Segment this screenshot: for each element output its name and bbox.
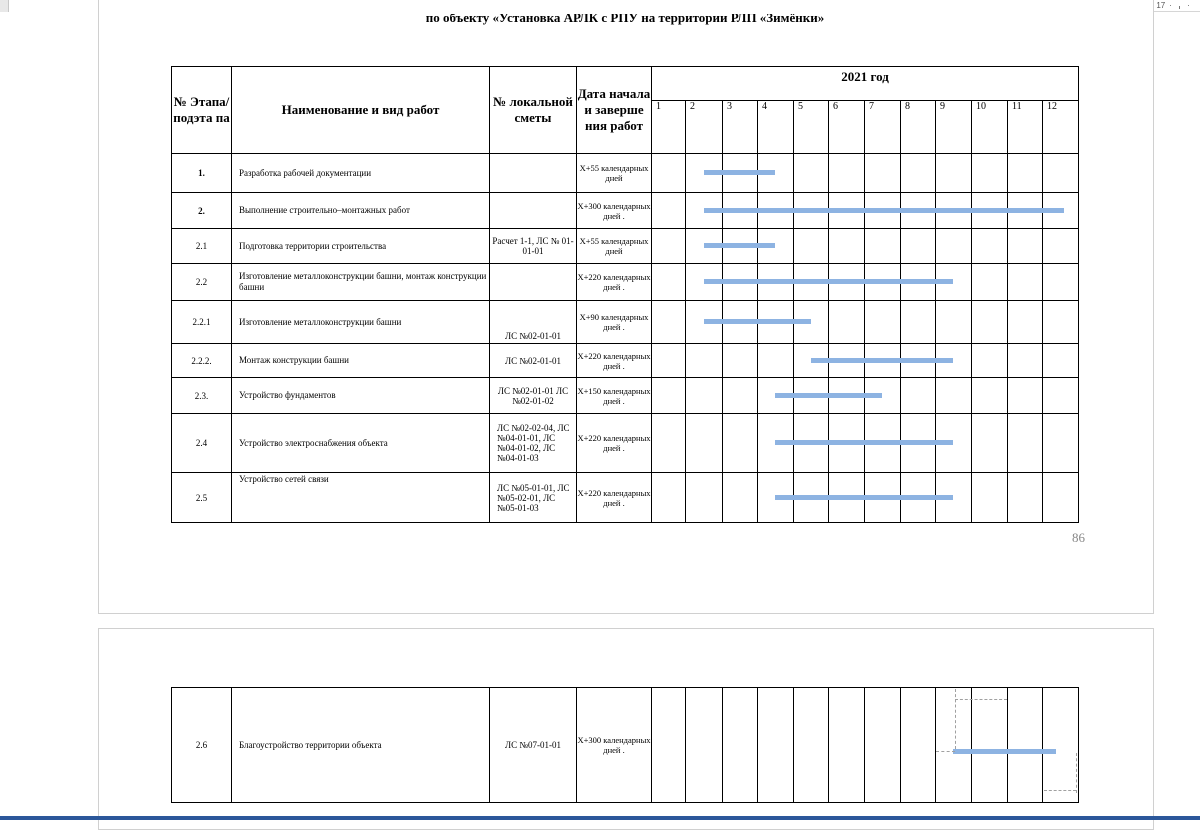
month-cell bbox=[686, 378, 723, 414]
month-cell bbox=[758, 688, 794, 803]
month-cell bbox=[972, 229, 1008, 264]
month-cell bbox=[652, 688, 686, 803]
header-month-3: 3 bbox=[723, 101, 758, 154]
header-month-6: 6 bbox=[829, 101, 865, 154]
stage-number: 2.3. bbox=[172, 378, 232, 414]
month-cell bbox=[652, 229, 686, 264]
header-month-11: 11 bbox=[1008, 101, 1043, 154]
header-month-8: 8 bbox=[901, 101, 936, 154]
gantt-bar[interactable] bbox=[704, 170, 776, 175]
month-cell bbox=[1008, 301, 1043, 344]
stage-number: 2. bbox=[172, 193, 232, 229]
month-cell bbox=[794, 154, 829, 193]
local-estimate: Расчет 1-1, ЛС № 01-01-01 bbox=[490, 229, 577, 264]
work-duration: Х+220 календарных дней . bbox=[577, 414, 652, 473]
work-duration: Х+220 календарных дней . bbox=[577, 473, 652, 523]
header-stage: № Этапа/ подэта па bbox=[172, 67, 232, 154]
stage-number: 2.2 bbox=[172, 264, 232, 301]
table-row bbox=[172, 688, 1079, 803]
local-estimate: ЛС №02-02-04, ЛС №04-01-01, ЛС №04-01-02, ЛС №04-01-03 bbox=[490, 414, 577, 473]
month-cell bbox=[723, 414, 758, 473]
month-cell bbox=[1043, 378, 1079, 414]
month-cell bbox=[829, 154, 865, 193]
gantt-bar[interactable] bbox=[775, 393, 882, 398]
month-cell bbox=[865, 688, 901, 803]
page-number: 86 bbox=[1072, 530, 1085, 545]
month-cell bbox=[972, 344, 1008, 378]
month-cell bbox=[652, 344, 686, 378]
gantt-schedule-table-continued bbox=[171, 687, 1079, 803]
month-cell bbox=[972, 154, 1008, 193]
work-name: Изготовление металлоконструкции башни, монтаж конструкции башни bbox=[232, 264, 490, 301]
local-estimate bbox=[490, 193, 577, 229]
month-cell bbox=[972, 301, 1008, 344]
gantt-bar[interactable] bbox=[775, 440, 953, 445]
work-duration: Х+220 календарных дней . bbox=[577, 344, 652, 378]
header-month-10: 10 bbox=[972, 101, 1008, 154]
work-duration: Х+150 календарных дней . bbox=[577, 378, 652, 414]
stage-number: 2.2.2. bbox=[172, 344, 232, 378]
local-estimate: ЛС №07-01-01 bbox=[490, 688, 577, 803]
month-cell bbox=[829, 301, 865, 344]
month-cell bbox=[972, 688, 1008, 803]
month-cell bbox=[936, 229, 972, 264]
month-cell bbox=[652, 378, 686, 414]
month-cell bbox=[901, 154, 936, 193]
month-cell bbox=[936, 301, 972, 344]
ruler-tick bbox=[1188, 5, 1189, 6]
month-cell bbox=[1008, 414, 1043, 473]
stage-number: 2.5 bbox=[172, 473, 232, 523]
gantt-bar[interactable] bbox=[953, 749, 1056, 754]
local-estimate: ЛС №02-01-01 ЛС №02-01-02 bbox=[490, 378, 577, 414]
month-cell bbox=[686, 688, 723, 803]
month-cell bbox=[972, 414, 1008, 473]
header-month-4: 4 bbox=[758, 101, 794, 154]
selection-guide bbox=[1044, 790, 1076, 792]
month-cell bbox=[723, 473, 758, 523]
local-estimate bbox=[490, 154, 577, 193]
ruler-corner bbox=[0, 0, 9, 12]
work-name: Монтаж конструкции башни bbox=[232, 344, 490, 378]
month-cell bbox=[1043, 414, 1079, 473]
month-cell bbox=[865, 154, 901, 193]
table-row bbox=[172, 154, 1079, 193]
ruler-tick bbox=[1179, 6, 1180, 9]
month-cell bbox=[1008, 344, 1043, 378]
month-cell bbox=[1043, 688, 1079, 803]
gantt-bar[interactable] bbox=[704, 319, 811, 324]
month-cell bbox=[901, 229, 936, 264]
document-heading: по объекту «Установка АРЛК с РПУ на территории РЛП «Зимёнки» bbox=[425, 14, 825, 25]
month-cell bbox=[1008, 264, 1043, 301]
month-cell bbox=[652, 154, 686, 193]
ruler-tick bbox=[1170, 5, 1171, 6]
work-duration: Х+55 календарных дней bbox=[577, 154, 652, 193]
month-cell bbox=[652, 301, 686, 344]
month-cell bbox=[652, 193, 686, 229]
month-cell bbox=[1008, 688, 1043, 803]
month-cell bbox=[936, 688, 972, 803]
header-month-1: 1 bbox=[652, 101, 686, 154]
month-cell bbox=[829, 229, 865, 264]
work-name: Подготовка территории строительства bbox=[232, 229, 490, 264]
month-cell bbox=[686, 414, 723, 473]
header-month-5: 5 bbox=[794, 101, 829, 154]
work-duration: Х+220 календарных дней . bbox=[577, 264, 652, 301]
stage-number: 2.4 bbox=[172, 414, 232, 473]
gantt-bar[interactable] bbox=[811, 358, 954, 363]
work-name: Выполнение строительно–монтажных работ bbox=[232, 193, 490, 229]
header-year: 2021 год bbox=[652, 67, 1079, 101]
stage-number: 1. bbox=[172, 154, 232, 193]
local-estimate bbox=[490, 264, 577, 301]
month-cell bbox=[1008, 154, 1043, 193]
month-cell bbox=[652, 264, 686, 301]
month-cell bbox=[723, 344, 758, 378]
table-row bbox=[172, 378, 1079, 414]
work-name: Разработка рабочей документации bbox=[232, 154, 490, 193]
month-cell bbox=[794, 688, 829, 803]
month-cell bbox=[936, 378, 972, 414]
local-estimate: ЛС №02-01-01 bbox=[490, 344, 577, 378]
work-duration: Х+55 календарных дней bbox=[577, 229, 652, 264]
selection-guide bbox=[1076, 753, 1078, 793]
status-bar-edge bbox=[0, 816, 1200, 820]
work-duration: Х+90 календарных дней . bbox=[577, 301, 652, 344]
month-cell bbox=[901, 688, 936, 803]
selection-guide bbox=[955, 689, 957, 749]
month-cell bbox=[1043, 473, 1079, 523]
month-cell bbox=[794, 229, 829, 264]
month-cell bbox=[972, 264, 1008, 301]
month-cell bbox=[901, 301, 936, 344]
work-name: Устройство сетей связи bbox=[232, 473, 490, 523]
month-cell bbox=[1043, 301, 1079, 344]
month-cell bbox=[1043, 154, 1079, 193]
gantt-bar[interactable] bbox=[775, 495, 953, 500]
month-cell bbox=[686, 473, 723, 523]
selection-guide bbox=[936, 751, 955, 753]
month-cell bbox=[936, 154, 972, 193]
month-cell bbox=[758, 344, 794, 378]
stage-number: 2.2.1 bbox=[172, 301, 232, 344]
month-cell bbox=[723, 378, 758, 414]
work-duration: Х+300 календарных дней . bbox=[577, 193, 652, 229]
month-cell bbox=[1043, 264, 1079, 301]
header-month-7: 7 bbox=[865, 101, 901, 154]
month-cell bbox=[865, 229, 901, 264]
header-work-name: Наименование и вид работ bbox=[232, 67, 490, 154]
header-month-12: 12 bbox=[1043, 101, 1079, 154]
ruler-number: 17 bbox=[1156, 1, 1166, 10]
header-local-estimate: № локальной сметы bbox=[490, 67, 577, 154]
work-name: Благоустройство территории объекта bbox=[232, 688, 490, 803]
month-cell bbox=[972, 378, 1008, 414]
gantt-bar[interactable] bbox=[704, 243, 776, 248]
month-cell bbox=[652, 473, 686, 523]
work-name: Изготовление металлоконструкции башни bbox=[232, 301, 490, 344]
local-estimate: ЛС №05-01-01, ЛС №05-02-01, ЛС №05-01-03 bbox=[490, 473, 577, 523]
month-cell bbox=[1008, 378, 1043, 414]
month-cell bbox=[972, 473, 1008, 523]
month-cell bbox=[865, 301, 901, 344]
gantt-schedule-table bbox=[171, 66, 1079, 523]
selection-guide bbox=[955, 699, 1007, 701]
gantt-bar[interactable] bbox=[704, 208, 1064, 213]
month-cell bbox=[652, 414, 686, 473]
stage-number: 2.6 bbox=[172, 688, 232, 803]
month-cell bbox=[1043, 344, 1079, 378]
table-row bbox=[172, 301, 1079, 344]
gantt-bar[interactable] bbox=[704, 279, 954, 284]
header-dates: Дата начала и заверше ния работ bbox=[577, 67, 652, 154]
header-month-9: 9 bbox=[936, 101, 972, 154]
stage-number: 2.1 bbox=[172, 229, 232, 264]
work-duration: Х+300 календарных дней . bbox=[577, 688, 652, 803]
month-cell bbox=[1008, 473, 1043, 523]
local-estimate: ЛС №02-01-01 bbox=[490, 301, 577, 344]
month-cell bbox=[686, 344, 723, 378]
month-cell bbox=[723, 688, 758, 803]
work-name: Устройство фундаментов bbox=[232, 378, 490, 414]
header-month-2: 2 bbox=[686, 101, 723, 154]
month-cell bbox=[1008, 229, 1043, 264]
work-name: Устройство электроснабжения объекта bbox=[232, 414, 490, 473]
table-row bbox=[172, 229, 1079, 264]
month-cell bbox=[1043, 229, 1079, 264]
month-cell bbox=[901, 378, 936, 414]
month-cell bbox=[829, 688, 865, 803]
